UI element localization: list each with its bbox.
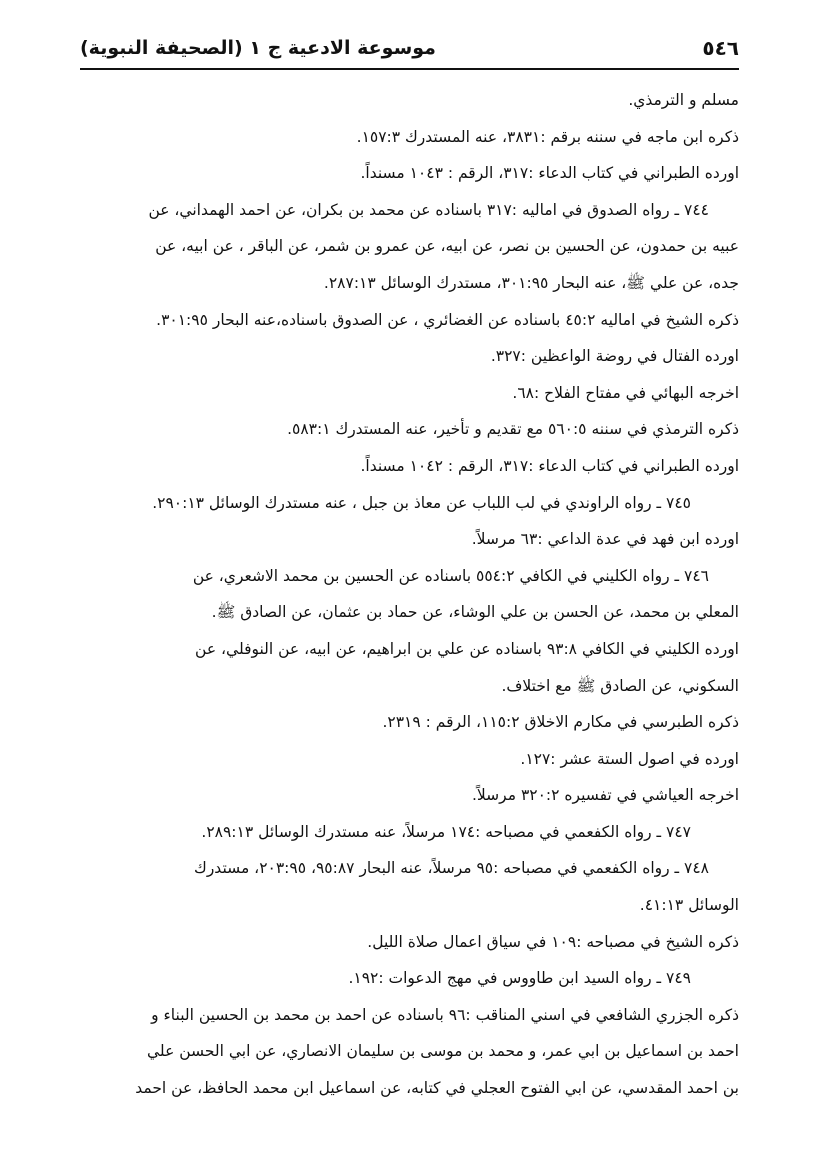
- text-line: ٧٤٥ ـ رواه الراوندي في لب اللباب عن معاذ بن جبل ، عنه مستدرك الوسائل ٢٩٠:١٣.: [152, 493, 691, 512]
- text-line: ٧٤٧ ـ رواه الكفعمي في مصباحه :١٧٤ مرسلاً، عنه مستدرك الوسائل ٢٨٩:١٣.: [201, 822, 691, 841]
- text-line: ذكره الشيخ في اماليه ٤٥:٢ باسناده عن الغضائري ، عن الصدوق باسناده،عنه البحار ٣٠١:٩٥.: [156, 310, 739, 329]
- page-body: [80, 82, 739, 1107]
- text-line: عبيه بن حمدون، عن الحسين بن نصر، عن ابيه، عن عمرو بن شمر، عن الباقر ، عن ابيه، عن: [155, 237, 739, 256]
- text-line: ذكره الجزري الشافعي في اسني المناقب :٩٦ باسناده عن احمد بن محمد بن الحسين البناء و: [151, 1005, 739, 1024]
- page-header: [80, 28, 739, 70]
- text-line: ٧٤٩ ـ رواه السيد ابن طاووس في مهج الدعوات :١٩٢.: [348, 969, 691, 988]
- text-line: ٧٤٦ ـ رواه الكليني في الكافي ٥٥٤:٢ باسناده عن الحسين بن محمد الاشعري، عن: [192, 566, 709, 585]
- text-line: جده، عن علي ﷺ، عنه البحار ٣٠١:٩٥، مستدرك الوسائل ٢٨٧:١٣.: [323, 273, 739, 292]
- text-line: بن احمد المقدسي، عن ابي الفتوح العجلي في كتابه، عن اسماعيل ابن محمد الحافظ، عن احمد: [135, 1079, 739, 1098]
- text-line: ذكره الترمذي في سننه ٥٦٠:٥ مع تقديم و تأخير، عنه المستدرك ٥٨٣:١.: [287, 420, 739, 439]
- text-line: مسلم و الترمذي.: [628, 91, 739, 109]
- text-line: اورده ابن فهد في عدة الداعي :٦٣ مرسلاً.: [471, 530, 739, 549]
- text-line: ٧٤٤ ـ رواه الصدوق في اماليه :٣١٧ باسناده عن محمد بن بكران، عن احمد الهمداني، عن: [148, 200, 709, 219]
- text-line: احمد بن اسماعيل بن ابي عمر، و محمد بن موسى بن سليمان الانصاري، عن ابي الحسن علي: [147, 1042, 739, 1061]
- text-line: السكوني، عن الصادق ﷺ مع اختلاف.: [501, 676, 739, 695]
- text-line: اورده الطبراني في كتاب الدعاء :٣١٧، الرقم : ١٠٤٢ مسنداً.: [360, 456, 739, 475]
- text-line: اورده الفتال في روضة الواعظين :٣٢٧.: [490, 347, 739, 366]
- text-line: اورده في اصول الستة عشر :١٢٧.: [520, 749, 739, 768]
- text-line: ذكره ابن ماجه في سننه برقم :٣٨٣١، عنه المستدرك ١٥٧:٣.: [356, 127, 739, 146]
- text-line: ٧٤٨ ـ رواه الكفعمي في مصباحه :٩٥ مرسلاً، عنه البحار ٩٥:٨٧، ٢٠٣:٩٥، مستدرك: [194, 859, 709, 878]
- text-line: الوسائل ٤١:١٣.: [639, 896, 739, 915]
- text-line: اخرجه البهائي في مفتاح الفلاح :٦٨.: [512, 383, 739, 402]
- text-line: المعلي بن محمد، عن الحسن بن علي الوشاء، عن حماد بن عثمان، عن الصادق ﷺ.: [211, 603, 739, 622]
- page-number: ٥٤٦: [702, 36, 739, 60]
- text-line: اورده الطبراني في كتاب الدعاء :٣١٧، الرقم : ١٠٤٣ مسنداً.: [360, 164, 739, 183]
- text-line: اخرجه العياشي في تفسيره ٣٢٠:٢ مرسلاً.: [472, 786, 739, 805]
- text-line: ذكره الطبرسي في مكارم الاخلاق ١١٥:٢، الرقم : ٢٣١٩.: [382, 713, 739, 732]
- text-line: اورده الكليني في الكافي ٩٣:٨ باسناده عن علي بن ابراهيم، عن ابيه، عن النوفلي، عن: [195, 639, 739, 658]
- text-line: ذكره الشيخ في مصباحه :١٠٩ في سياق اعمال صلاة الليل.: [367, 932, 739, 951]
- running-title: موسوعة الادعية ج ١ (الصحيفة النبوية): [80, 37, 436, 59]
